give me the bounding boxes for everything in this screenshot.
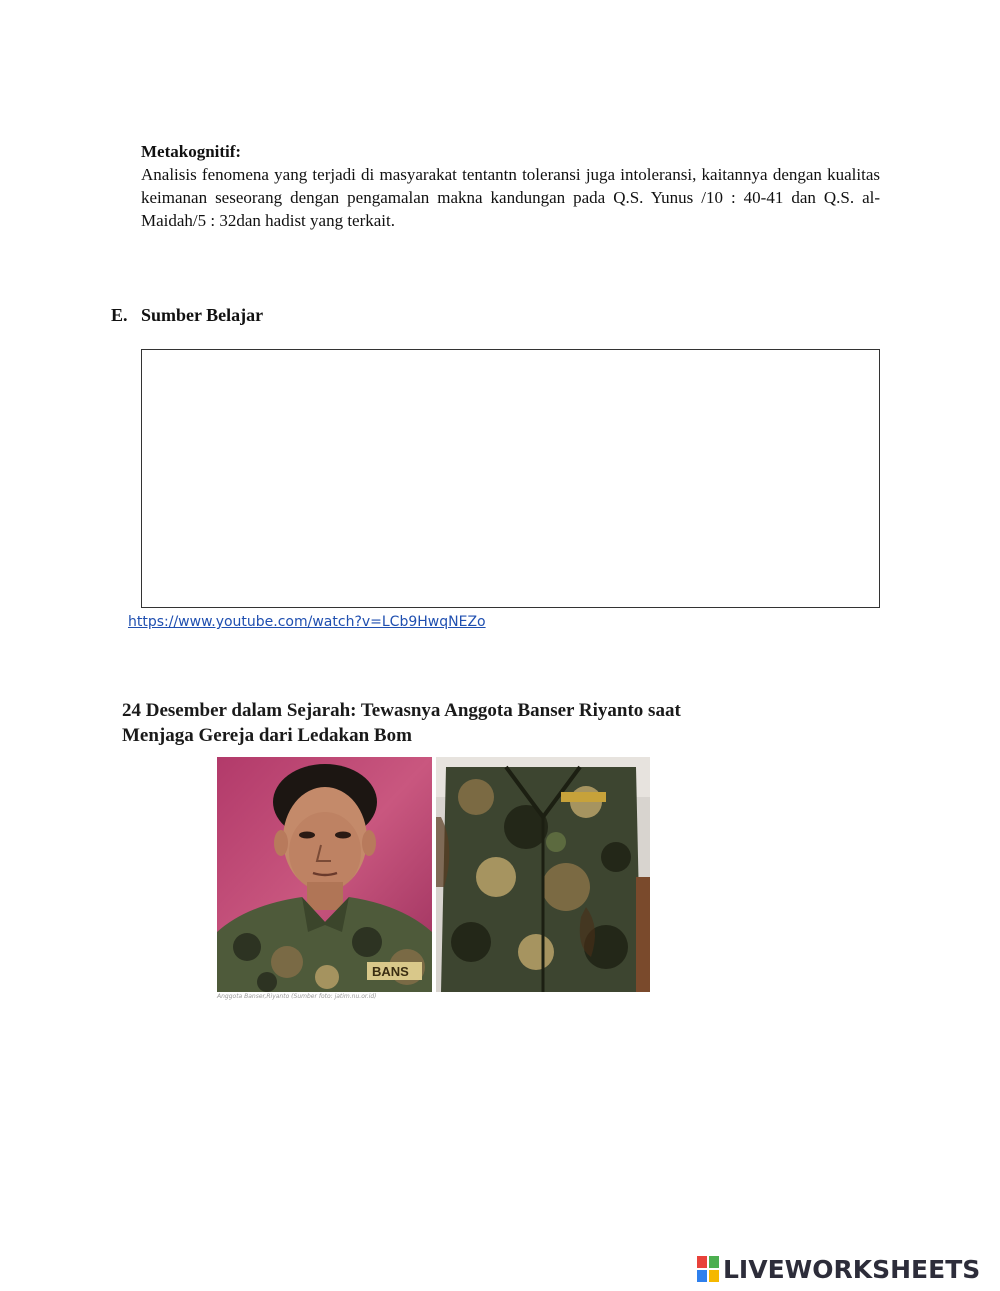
uniform-image (436, 757, 650, 992)
uniform-photo (436, 757, 650, 992)
metakognitif-heading: Metakognitif: (141, 142, 242, 161)
section-heading-sumber-belajar (111, 305, 263, 326)
liveworksheets-brand-text: LIVEWORKSHEETS (723, 1254, 981, 1284)
article-title (122, 698, 762, 748)
section-letter: E. (111, 305, 128, 325)
photo-caption: Anggota Banser,Riyanto (Sumber foto: jatim.nu.or.id) (217, 993, 377, 1000)
section-title: Sumber Belajar (141, 305, 264, 325)
portrait-image (217, 757, 432, 992)
youtube-link[interactable]: https://www.youtube.com/watch?v=LCb9HwqNEZo (128, 614, 486, 630)
video-embed-box[interactable] (141, 349, 880, 608)
metakognitif-paragraph: Analisis fenomena yang terjadi di masyarakat tentantn toleransi juga intoleransi, kaitannya dengan kualitas keimanan seseorang dengan pengamalan makna kandungan pada Q.S. Yunus /10 : 40-41 dan Q.S. al-Maidah/5 : 32dan hadist yang terkait. (141, 165, 880, 230)
article-title-line-1: 24 Desember dalam Sejarah: Tewasnya Anggota Banser Riyanto saat (122, 700, 681, 721)
article-title-line-2: Menjaga Gereja dari Ledakan Bom (122, 725, 412, 746)
liveworksheets-logo (697, 1254, 980, 1284)
liveworksheets-logo-icon (697, 1256, 719, 1282)
uniform-badge-text: BANS (372, 964, 409, 979)
portrait-photo (217, 757, 432, 992)
